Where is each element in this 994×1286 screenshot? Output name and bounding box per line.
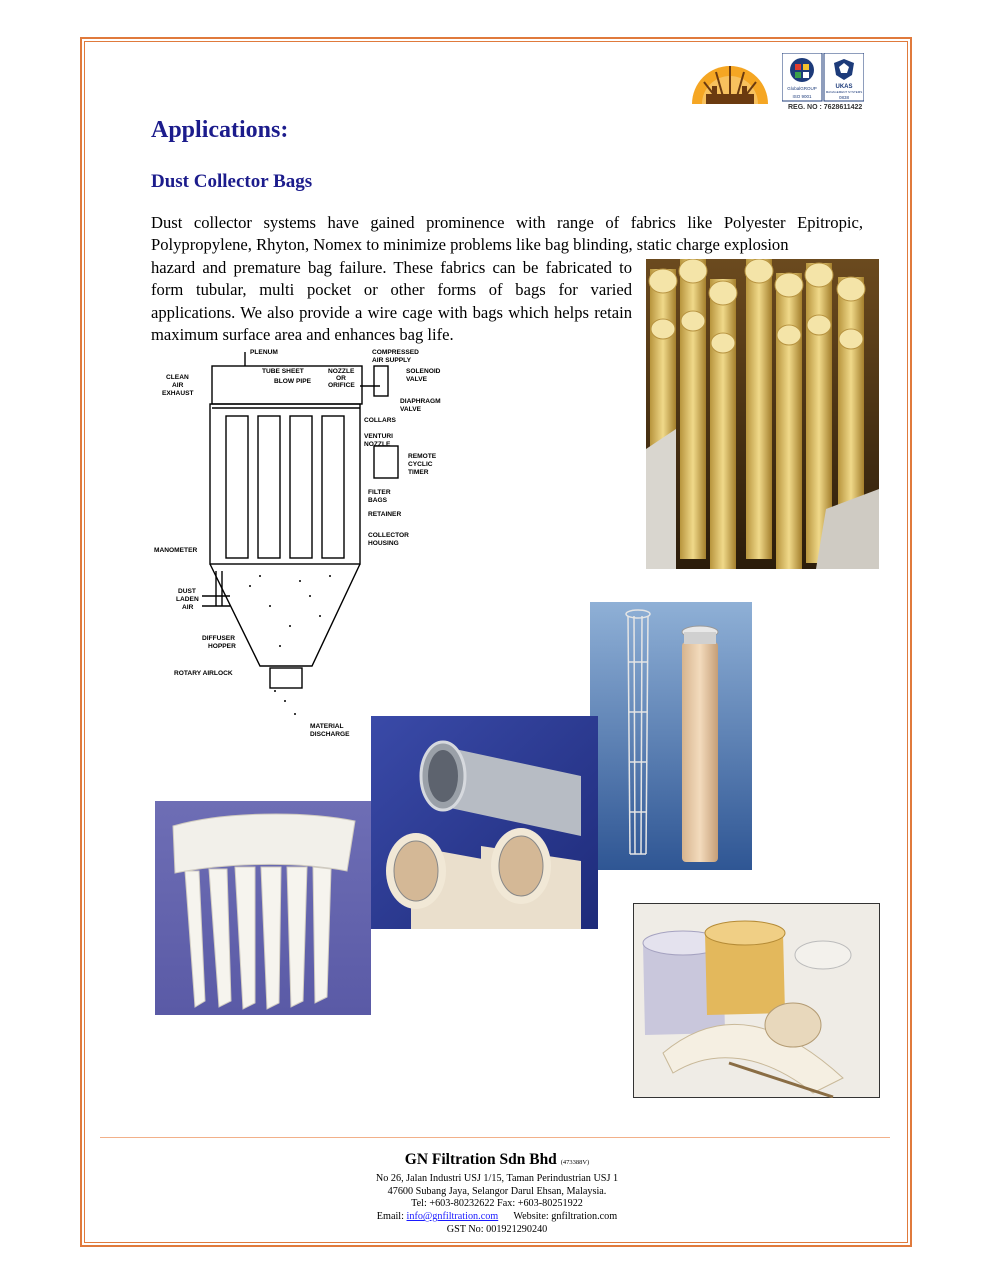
label-collars: COLLARS <box>364 417 396 424</box>
label-clean: CLEAN <box>166 374 189 381</box>
label-housing: HOUSING <box>368 540 399 547</box>
footer-company-line <box>300 1150 694 1173</box>
photo-installed-bags <box>646 259 879 569</box>
footer-address-2: 47600 Subang Jaya, Selangor Darul Ehsan, Malaysia. <box>387 1185 607 1197</box>
label-remote: REMOTE <box>408 453 437 460</box>
label-air: AIR <box>172 382 184 389</box>
label-hopper: HOPPER <box>208 643 236 650</box>
footer-company-name: GN Filtration Sdn Bhd <box>404 1151 557 1168</box>
label-timer: TIMER <box>408 469 429 476</box>
label-orifice: ORIFICE <box>328 382 355 389</box>
label-air-2: AIR <box>182 604 194 611</box>
label-valve: VALVE <box>406 376 428 383</box>
cert-iso-text: ISO 9001 <box>792 94 812 99</box>
label-venturi: VENTURI <box>364 433 393 440</box>
company-logo <box>686 58 774 108</box>
footer-divider <box>100 1137 890 1138</box>
certification-badges <box>782 53 864 103</box>
photo-cylindrical-bags <box>371 716 598 929</box>
footer-address-1: No 26, Jalan Industri USJ 1/15, Taman Perindustrian USJ 1 <box>375 1173 619 1184</box>
label-plenum: PLENUM <box>250 349 278 356</box>
label-dust: DUST <box>178 588 196 595</box>
label-retainer: RETAINER <box>368 511 402 518</box>
page-title: Applications: <box>151 117 289 143</box>
label-valve-2: VALVE <box>400 406 422 413</box>
label-bags: BAGS <box>368 497 388 504</box>
label-diffuser: DIFFUSER <box>202 635 235 642</box>
intro-paragraph-continued: hazard and premature bag failure. These fabrics can be fabricated to form tubular, multi pocket or other forms of bags for varied applications. We also provide a wire cage with bags which helps retain maximum surface area and enhances bag life. <box>151 258 632 344</box>
footer-website: Website: gnfiltration.com <box>513 1211 618 1223</box>
label-rotary-airlock: ROTARY AIRLOCK <box>174 670 233 677</box>
label-air-supply: AIR SUPPLY <box>372 357 411 364</box>
label-material: MATERIAL <box>310 723 344 730</box>
footer-email-link[interactable]: info@gnfiltration.com <box>406 1211 499 1223</box>
label-collector: COLLECTOR <box>368 532 409 539</box>
photo-assorted-bags <box>633 903 880 1098</box>
label-discharge: DISCHARGE <box>310 731 350 738</box>
cert-ukas-number: 0838 <box>838 95 850 100</box>
registration-number: REG. NO : 7628611422 <box>788 104 863 111</box>
dust-collector-diagram <box>150 346 460 742</box>
footer-contact-line <box>300 1211 694 1224</box>
footer-phone: Tel: +603-80232622 Fax: +603-80251922 <box>411 1198 583 1210</box>
photo-multi-pocket-bag <box>155 801 371 1015</box>
label-cyclic: CYCLIC <box>408 461 433 468</box>
label-filter: FILTER <box>368 489 391 496</box>
footer-email-label: Email: <box>376 1211 407 1223</box>
label-compressed: COMPRESSED <box>372 349 419 356</box>
footer <box>300 1150 694 1237</box>
footer-company-reg: (473388V) <box>560 1159 590 1166</box>
label-exhaust: EXHAUST <box>162 390 194 397</box>
label-manometer: MANOMETER <box>154 547 198 554</box>
label-diaphragm: DIAPHRAGM <box>400 398 441 405</box>
label-solenoid: SOLENOID <box>406 368 441 375</box>
cert-ukas-sub-text: MANAGEMENT SYSTEMS <box>825 90 863 94</box>
label-laden: LADEN <box>176 596 199 603</box>
label-tube-sheet: TUBE SHEET <box>262 368 304 375</box>
section-title: Dust Collector Bags <box>151 171 313 192</box>
cert-ukas-text: UKAS <box>835 84 853 90</box>
intro-paragraph: Dust collector systems have gained prominence with range of fabrics like Polyester Epitropic, Polypropylene, Rhyton, Nomex to minimize problems like bag blinding, static charge explosion <box>151 213 863 255</box>
label-nozzle-2: NOZZLE <box>364 441 391 448</box>
label-or: OR <box>336 375 346 382</box>
photo-cage-and-bag <box>590 602 752 870</box>
label-nozzle: NOZZLE <box>328 368 355 375</box>
label-blow-pipe: BLOW PIPE <box>274 378 311 385</box>
footer-gst: GST No: 001921290240 <box>446 1223 548 1235</box>
cert-global-text: GlobalGROUP <box>787 86 817 91</box>
